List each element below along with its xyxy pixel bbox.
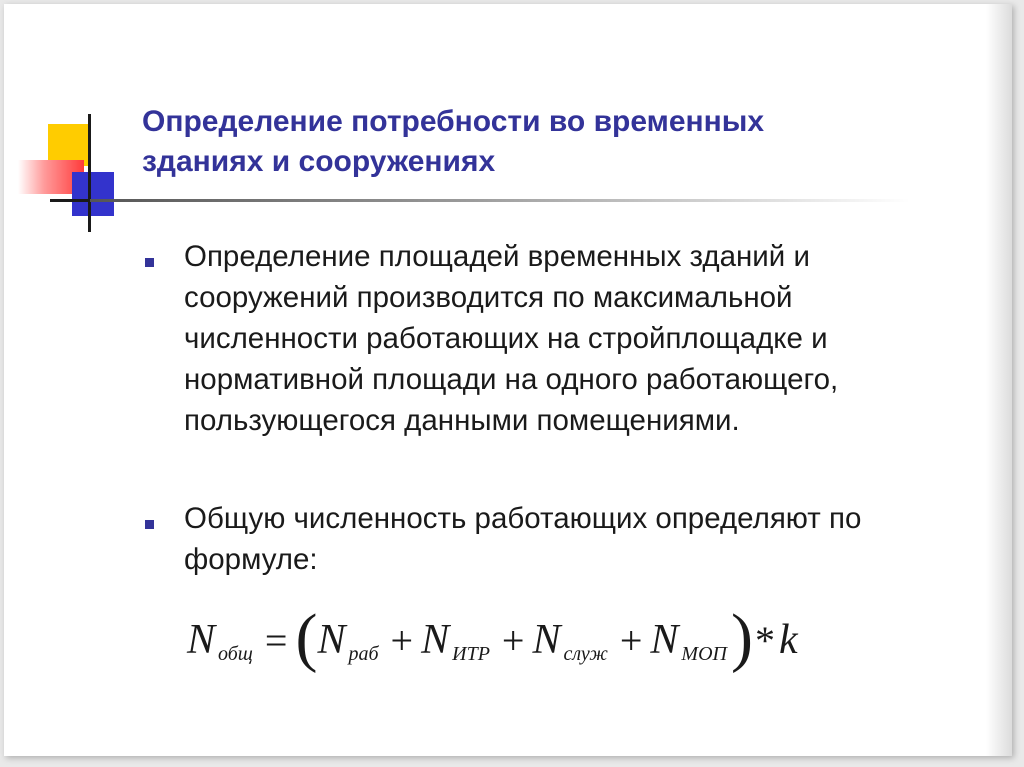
formula-term-sub: раб: [348, 642, 379, 665]
formula-lhs-var: N: [187, 617, 216, 663]
formula-plus: +: [501, 617, 525, 663]
paragraph-1: [184, 236, 984, 441]
formula-plus: +: [390, 617, 414, 663]
paragraph-1-line: пользующегося данными помещениями.: [184, 404, 740, 437]
formula-plus: +: [619, 617, 643, 663]
paragraph-1-line: Определение площадей временных зданий и: [184, 240, 810, 273]
formula-term-sub: ИТР: [452, 642, 490, 665]
page-edge-shadow: [986, 4, 1012, 756]
bullet-square-1: [145, 258, 154, 267]
paragraph-1-line: численности работающих на стройплощадке и: [184, 322, 828, 355]
paragraph-2: [184, 498, 984, 580]
paragraph-1-line: сооружений производится по максимальной: [184, 281, 793, 314]
slide-title: [142, 102, 922, 182]
formula-lhs-sub: общ: [218, 642, 253, 665]
title-line-1: Определение потребности во временных: [142, 105, 765, 138]
formula-factor: k: [778, 617, 798, 663]
blue-square: [72, 172, 114, 216]
formula-term-sub: служ: [563, 642, 608, 665]
formula-term-var: N: [421, 617, 450, 663]
workers-formula: [187, 600, 798, 680]
formula-term-sub: МОП: [681, 642, 727, 665]
formula-equals: =: [264, 617, 288, 663]
vertical-line: [88, 114, 91, 232]
slide: [4, 4, 1012, 756]
formula-term-var: N: [650, 617, 679, 663]
paragraph-1-line: нормативной площади на одного работающего,: [184, 363, 839, 396]
formula-close-paren: ): [730, 601, 753, 674]
title-line-2: зданиях и сооружениях: [142, 145, 496, 178]
formula-multiply: *: [754, 617, 775, 663]
paragraph-2-line: формуле:: [184, 543, 318, 576]
paragraph-2-line: Общую численность работающих определяют по: [184, 502, 862, 535]
bullet-square-2: [145, 520, 154, 529]
formula-open-paren: (: [295, 601, 318, 674]
title-underline: [90, 199, 910, 202]
formula-term-var: N: [317, 617, 346, 663]
formula-term-var: N: [532, 617, 561, 663]
